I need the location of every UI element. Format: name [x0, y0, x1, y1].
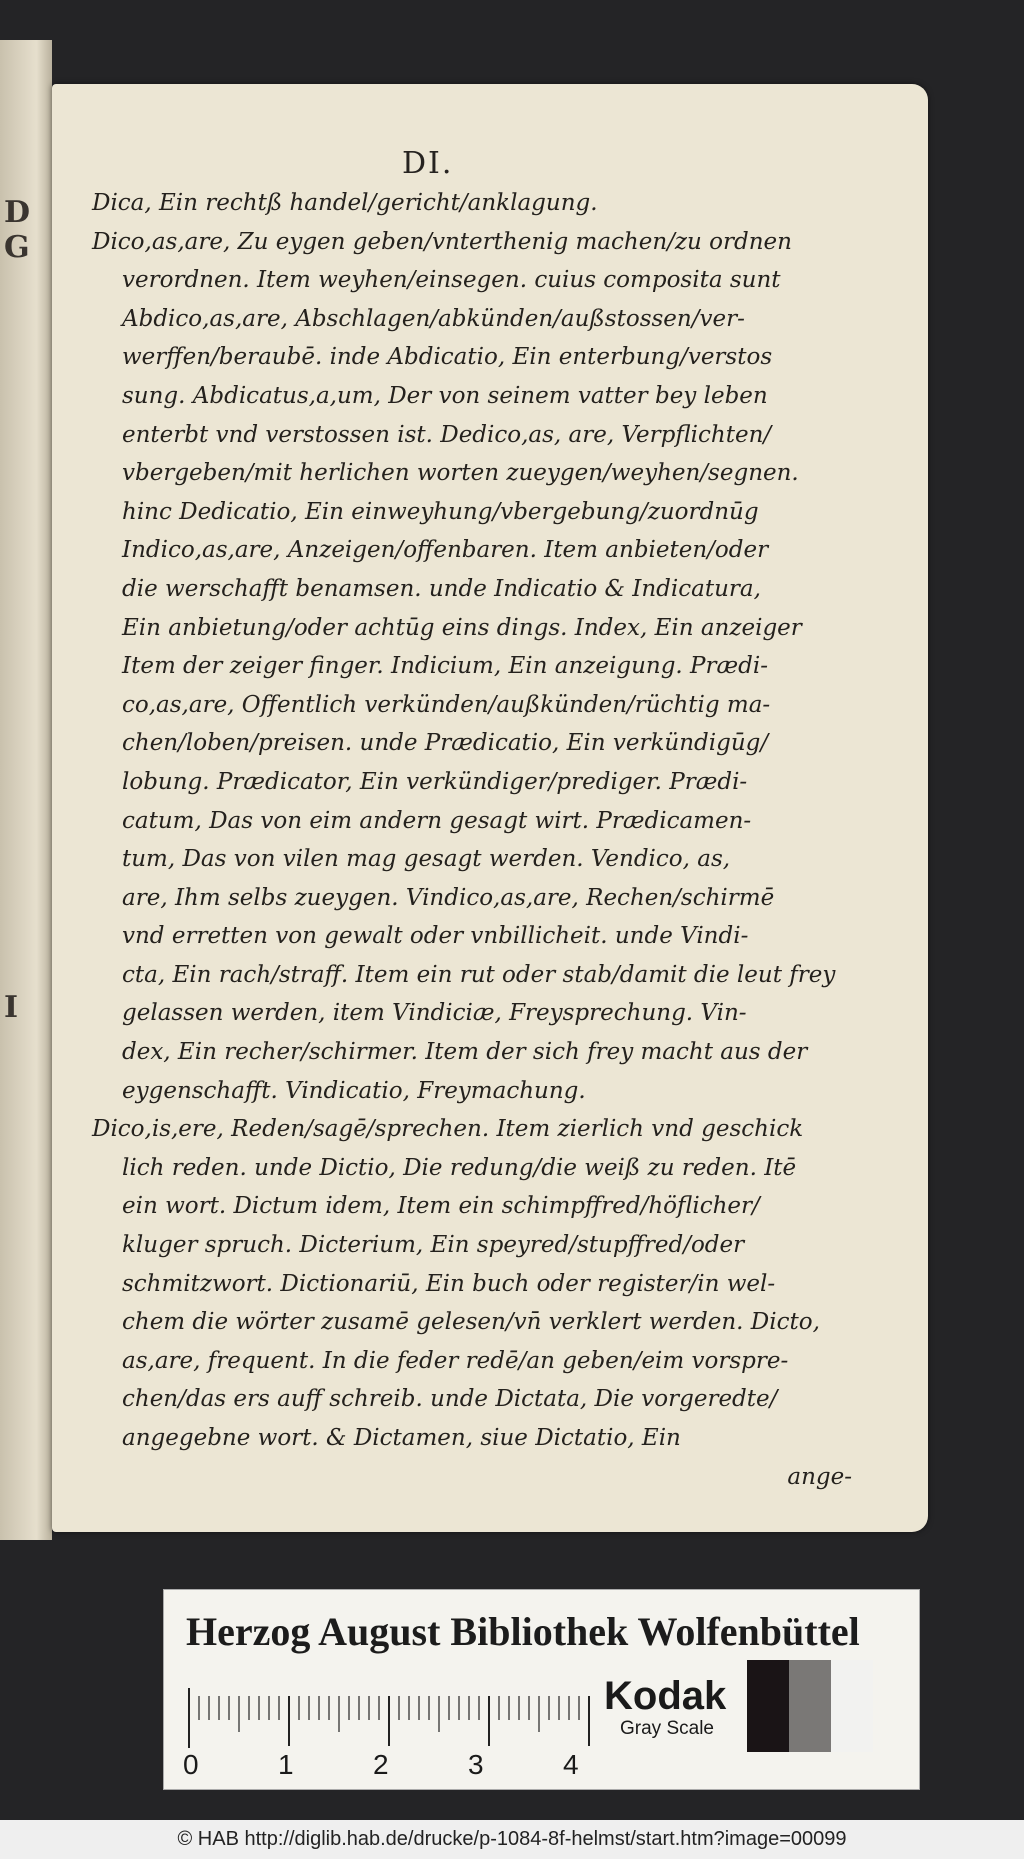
text-line: Ein anbietung/oder achtūg eins dings. Index, Ein anzeiger — [122, 614, 802, 641]
text-line: eygenschafft. Vindicatio, Freymachung. — [122, 1077, 586, 1104]
text-line: enterbt vnd verstossen ist. Dedico,as, are, Verpflichten/ — [122, 421, 772, 448]
text-line: ein wort. Dictum idem, Item ein schimpffred/höflicher/ — [122, 1193, 760, 1220]
text-line: lobung. Prædicator, Ein verkündiger/prediger. Prædi- — [122, 768, 748, 795]
page-text — [92, 184, 892, 1496]
text-line: co,as,are, Offentlich verkünden/außkünden/rüchtig ma- — [122, 691, 771, 718]
facing-page-fragment: I — [4, 990, 19, 1025]
text-line: cta, Ein rach/straff. Item ein rut oder stab/damit die leut frey — [122, 961, 836, 988]
ruler-label: 1 — [278, 1749, 294, 1780]
text-line: verordnen. Item weyhen/einsegen. cuius composita sunt — [122, 267, 781, 294]
color-target-card — [163, 1589, 920, 1790]
text-line: are, Ihm selbs zueygen. Vindico,as,are, Rechen/schirmē — [122, 884, 775, 911]
text-line: Dico,as,are, Zu eygen geben/vnterthenig machen/zu ordnen — [92, 228, 792, 255]
gray-patch — [831, 1660, 873, 1752]
gray-patch — [747, 1660, 789, 1752]
book-page — [52, 84, 928, 1532]
text-line: ange- — [787, 1463, 852, 1490]
text-line: angegebne wort. & Dictamen, siue Dictatio, Ein — [122, 1425, 681, 1451]
text-line: Item der zeiger finger. Indicium, Ein anzeigung. Prædi- — [122, 653, 768, 680]
text-line: Abdico,as,are, Abschlagen/abkünden/außstossen/ver- — [122, 305, 745, 332]
text-line: lich reden. unde Dictio, Die redung/die weiß zu reden. Itē — [122, 1154, 797, 1181]
text-line: Dica, Ein rechtß handel/gericht/anklagung. — [92, 190, 598, 216]
text-line: catum, Das von eim andern gesagt wirt. Prædicamen- — [122, 807, 752, 834]
text-line: die werschafft benamsen. unde Indicatio & Indicatura, — [122, 575, 761, 602]
ruler-label: 2 — [373, 1749, 389, 1780]
text-line: sung. Abdicatus,a,um, Der von seinem vatter bey leben — [122, 382, 768, 409]
text-line: gelassen werden, item Vindiciæ, Freysprechung. Vin- — [122, 1000, 747, 1027]
ruler-label: 0 — [183, 1749, 199, 1780]
kodak-logo: Kodak — [604, 1674, 727, 1718]
text-line: werffen/beraubē. inde Abdicatio, Ein enterbung/verstos — [122, 344, 773, 371]
text-line: chen/das ers auff schreib. unde Dictata, Die vorgeredte/ — [122, 1386, 778, 1413]
text-line: tum, Das von vilen mag gesagt werden. Vendico, as, — [122, 846, 731, 873]
text-line: as,are, frequent. In die feder redē/an geben/eim vorspre- — [122, 1347, 789, 1374]
facing-page-fragment: G — [4, 230, 30, 265]
text-line: vnd erretten von gewalt oder vnbillicheit. unde Vindi- — [122, 923, 749, 950]
text-line: chen/loben/preisen. unde Prædicatio, Ein verkündigūg/ — [122, 730, 769, 757]
ruler-label: 3 — [468, 1749, 484, 1780]
gray-patch — [789, 1660, 831, 1752]
text-line: kluger spruch. Dicterium, Ein speyred/stupffred/oder — [122, 1232, 745, 1259]
copyright-footer: © HAB http://diglib.hab.de/drucke/p-1084-8f-helmst/start.htm?image=00099 — [0, 1820, 1024, 1859]
text-line: chem die wörter zusamē gelesen/vn̄ verklert werden. Dicto, — [122, 1309, 820, 1336]
library-name: Herzog August Bibliothek Wolfenbüttel — [186, 1609, 860, 1654]
ruler-label: 4 — [563, 1749, 579, 1780]
text-line: Indico,as,are, Anzeigen/offenbaren. Item anbieten/oder — [122, 537, 769, 564]
scale-ruler — [183, 1686, 639, 1780]
text-line: hinc Dedicatio, Ein einweyhung/vbergebung/zuordnūg — [122, 498, 759, 525]
text-line: dex, Ein recher/schirmer. Item der sich frey macht aus der — [122, 1039, 808, 1066]
text-line: Dico,is,ere, Reden/sagē/sprechen. Item zierlich vnd geschick — [92, 1116, 804, 1143]
gray-scale-patches — [747, 1660, 873, 1752]
facing-page-edge — [0, 40, 52, 1540]
text-line: vbergeben/mit herlichen worten zueygen/weyhen/segnen. — [122, 460, 799, 487]
gray-scale-label: Gray Scale — [620, 1718, 714, 1739]
signature-mark: DI. — [402, 146, 454, 181]
text-line: schmitzwort. Dictionariū, Ein buch oder register/in wel- — [122, 1270, 776, 1297]
facing-page-fragment: D — [4, 195, 31, 230]
